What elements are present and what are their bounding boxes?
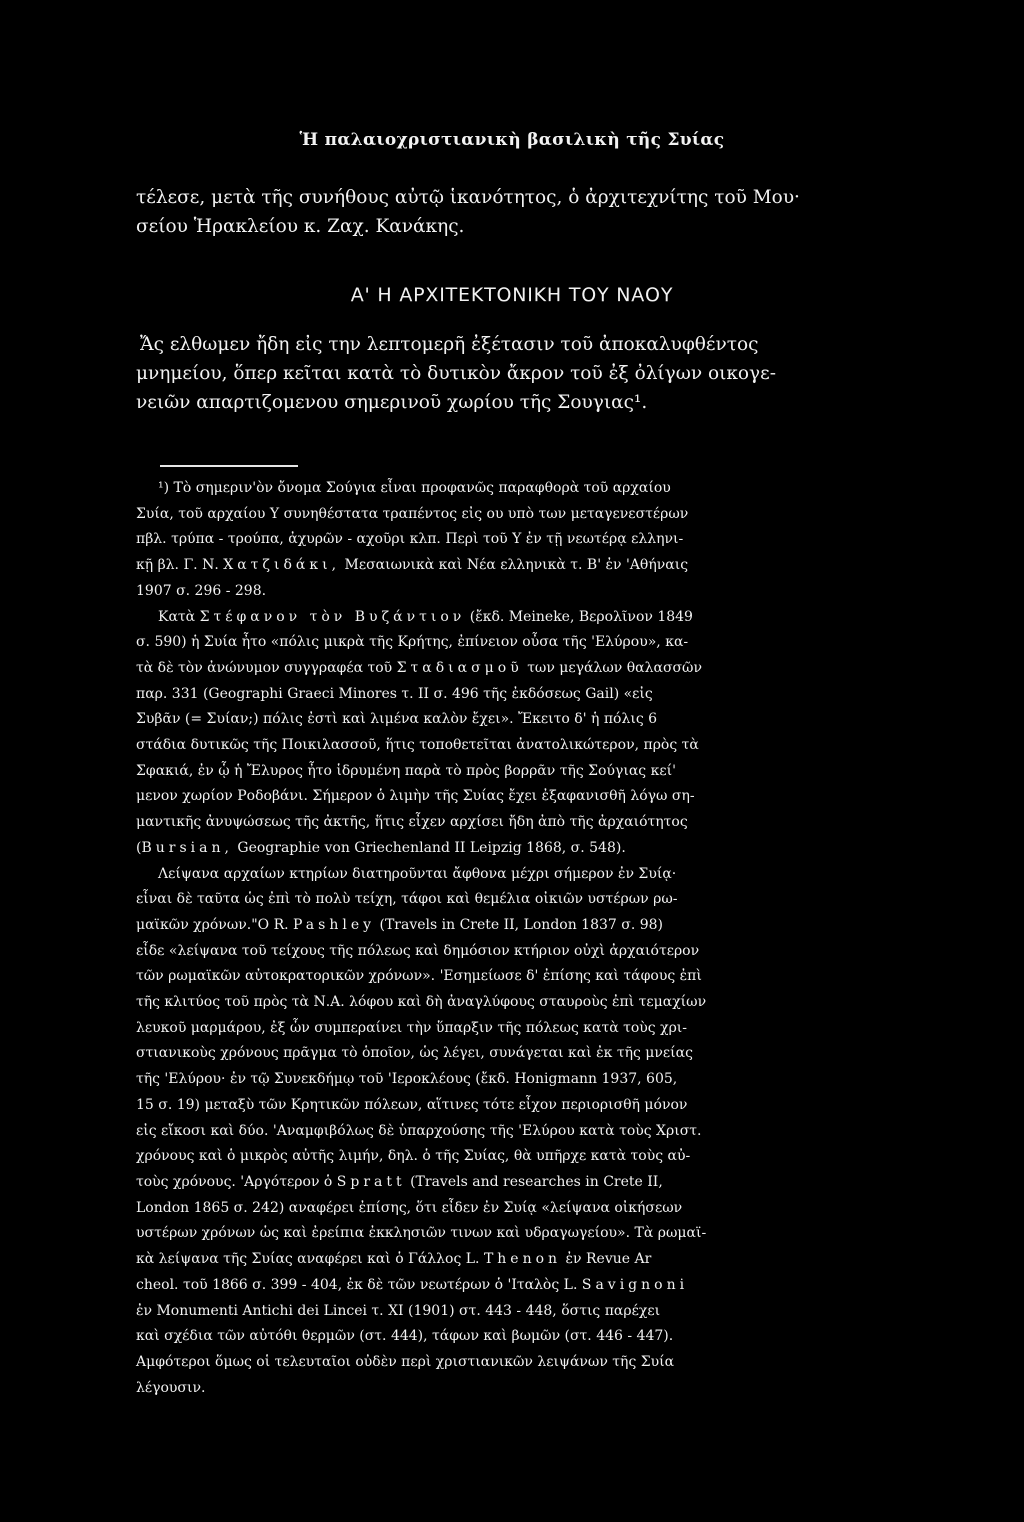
footnote-text: των μεγάλων θαλασσῶν [527,659,702,676]
main-paragraph [136,330,812,417]
footnote-line: λευκοῦ μαρμάρου, ἐξ ὧν συμπεραίνει τὴν ὕπαρξιν τῆς πόλεως κατὰ τοὺς χρι- [136,1019,688,1036]
footnote-text: Geographie von Griechenland II Leipzig 1868, σ. 548). [237,839,626,856]
footnote-line: London 1865 σ. 242) αναφέρει ἐπίσης, ὅτι εἶδεν ἐν Συίᾳ «λείψανα οἰκήσεων [136,1199,683,1216]
intro-paragraph [136,183,812,241]
footnote-line: υστέρων χρόνων ὡς καὶ ἐρείπια ἐκκλησιῶν τινων καὶ υδραγωγείου». Τὰ ρωμαϊ- [136,1225,707,1242]
author-name: Στέφανον τὸν Βυζάντιον [199,608,466,625]
footnote-line: Συία, τοῦ αρχαίου Υ συνηθέστατα τραπέντος εἰς ου υπὸ των μεταγενεστέρων [136,505,689,522]
footnote-text: κὰ λείψανα τῆς Συίας αναφέρει καὶ ὁ Γάλλος L. [136,1251,480,1268]
footnote-text: τὰ δὲ τὸν ἀνώνυμον συγγραφέα τοῦ [136,659,393,676]
footnote-text: Μεσαιωνικὰ καὶ Νέα ελληνικὰ τ. Β' ἐν 'Αθήναις [344,557,689,574]
author-name: Χατζιδάκι, [223,557,341,574]
footnote-line [136,1273,812,1299]
footnote-line: μαντικῆς ἀνυψώσεως τῆς ἀκτῆς, ἥτις εἶχεν αρχίσει ἤδη ἀπὸ τῆς ἀρχαιότητος [136,814,688,831]
footnote-line: 1907 σ. 296 - 298. [136,582,267,599]
footnote-line: τῆς κλιτύος τοῦ πρὸς τὰ Ν.Α. λόφου καὶ δὴ ἀναγλύφους σταυροὺς ἐπὶ τεμαχίων [136,994,707,1011]
main-line: Ἄς ελθωμεν ἤδη εἰς την λεπτομερῆ ἐξέτασιν τοῦ ἀποκαλυφθέντος [140,334,759,355]
footnote-text: cheol. τοῦ 1866 σ. 399 - 404, ἐκ δὲ τῶν νεωτέρων ὁ 'Ιταλὸς L. [136,1276,578,1293]
footnote-line [136,1170,812,1196]
footnote-text: κῇ βλ. Γ. Ν. [136,557,219,574]
section-heading: Α' Η ΑΡΧΙΤΕΚΤΟΝΙΚΗ ΤΟΥ ΝΑΟΥ [350,284,674,306]
footnote-line: πβλ. τρύπα - τρούπα, ἀχυρῶν - αχοῦρι κλπ. Περὶ τοῦ Υ ἐν τῇ νεωτέρᾳ ελληνι- [136,531,684,548]
footnote-text: Κατὰ [158,608,196,625]
main-line: μνημείου, ὅπερ κεῖται κατὰ τὸ δυτικὸν ἄκρον τοῦ ἐξ ὀλίγων οικογε- [136,363,776,384]
author-name: Σταδιασμοῦ [396,659,523,676]
footnote-line [136,836,812,862]
footnote-line: Αμφότεροι ὅμως οἱ τελευταῖοι οὐδὲν περὶ χριστιανικῶν λειψάνων τῆς Συία [136,1353,675,1370]
footnote-line: εἰς εἴκοσι καὶ δύο. 'Αναμφιβόλως δὲ ὑπαρχούσης τῆς 'Ελύρου κατὰ τοὺς Χριστ. [136,1122,702,1139]
footnote-line: ἐν Monumenti Antichi dei Lincei τ. XI (1901) στ. 443 - 448, ὅστις παρέχει [136,1302,661,1319]
running-head: Ἡ παλαιοχριστιανικὴ βασιλικὴ τῆς Συίας [299,130,725,150]
author-name: Pashley [293,916,376,933]
footnote-text: (ἔκδ. Meineke, Βερολῖνον 1849 [469,608,693,625]
footnote-line: στιανικοὺς χρόνους πρᾶγμα τὸ ὁποῖον, ὡς λέγει, συνάγεται καὶ ἐκ τῆς μνείας [136,1045,693,1062]
footnote-text: (Travels and researches in Crete II, [410,1173,663,1190]
footnote-line [136,656,812,682]
footnote-line: εἶδε «λείψανα τοῦ τείχους τῆς πόλεως καὶ δημόσιον κτήριον οὐχὶ ἀρχαιότερον [136,942,700,959]
footnote-line: παρ. 331 (Geographi Graeci Minores τ. II σ. 496 τῆς ἐκδόσεως Gail) «εἰς [136,685,653,702]
footnote-line: σ. 590) ἡ Συία ἦτο «πόλις μικρὰ τῆς Κρήτης, ἐπίνειον οὖσα τῆς 'Ελύρου», κα- [136,634,689,651]
footnote-line: Συβᾶν (= Συίαν;) πόλις ἐστὶ καὶ λιμένα καλὸν ἔχει». Ἔκειτο δ' ἡ πόλις 6 [136,711,658,728]
footnote-text: (Travels in Crete II, London 1837 σ. 98) [379,916,663,933]
footnote-line: μενον χωρίον Ροδοβάνι. Σήμερον ὁ λιμὴν τῆς Συίας ἔχει ἐξαφανισθῆ λόγω ση- [136,788,695,805]
footnote-line: 15 σ. 19) μεταξὺ τῶν Κρητικῶν πόλεων, αἵτινες τότε εἶχον περιορισθῆ μόνον [136,1096,688,1113]
intro-line: σείου Ἡρακλείου κ. Ζαχ. Κανάκης. [136,216,465,237]
footnote-text: τοὺς χρόνους. 'Αργότερον ὁ [136,1173,333,1190]
author-name: Thenon [483,1251,562,1268]
footnote-line [136,605,812,631]
footnote-line [136,553,812,579]
footnote-text: ἐν Revue Ar [565,1251,652,1268]
footnote-line: στάδια δυτικῶς τῆς Ποικιλασσοῦ, ἥτις τοποθετεῖται ἀνατολικώτερον, πρὸς τὰ [136,737,699,754]
author-name: Savignoni [581,1276,689,1293]
intro-line: τέλεσε, μετὰ τῆς συνήθους αὐτῷ ἱκανότητος, ὁ ἀρχιτεχνίτης τοῦ Μου· [136,187,800,208]
footnote-line [136,913,812,939]
footnote-line: τῆς 'Ελύρου· ἐν τῷ Συνεκδήμῳ τοῦ 'Ιεροκλέους (ἔκδ. Honigmann 1937, 605, [136,1071,678,1088]
author-name: Bursian, [141,839,233,856]
footnote-text: ( [136,839,142,856]
footnote-line: χρόνους καὶ ὁ μικρὸς αὐτῆς λιμήν, δηλ. ὁ τῆς Συίας, θὰ υπῆρχε κατὰ τοὺς αὐ- [136,1148,691,1165]
footnote-line: εἶναι δὲ ταῦτα ὡς ἐπὶ τὸ πολὺ τείχη, τάφοι καὶ θεμέλια οἰκιῶν υστέρων ρω- [136,891,678,908]
main-line: νειῶν απαρτιζομενου σημερινοῦ χωρίου τῆς Σουγιας¹. [136,392,648,413]
footnote-divider [160,465,298,467]
footnote-line [136,1247,812,1273]
footnote-line: Λείψανα αρχαίων κτηρίων διατηροῦνται ἄφθονα μέχρι σήμερον ἐν Συίᾳ· [158,865,677,882]
footnote-line: τῶν ρωμαϊκῶν αὐτοκρατορικῶν χρόνων». 'Εσημείωσε δ' ἐπίσης καὶ τάφους ἐπὶ [136,968,702,985]
footnote-line: ¹) Τὸ σημεριν'ὸν ὄνομα Σούγια εἶναι προφανῶς παραφθορὰ τοῦ αρχαίου [158,480,671,496]
footnote [136,476,812,1401]
footnote-line: Σφακιά, ἐν ᾧ ἡ Ἔλυρος ἦτο ἱδρυμένη παρὰ τὸ πρὸς βορρᾶν τῆς Σούγιας κεί' [136,762,676,779]
footnote-line: καὶ σχέδια τῶν αὐτόθι θερμῶν (στ. 444), τάφων καὶ βωμῶν (στ. 446 - 447). [136,1328,674,1345]
footnote-line: λέγουσιν. [136,1379,206,1396]
author-name: Spratt [336,1173,406,1190]
footnote-text: μαϊκῶν χρόνων."Ο R. [136,916,289,933]
